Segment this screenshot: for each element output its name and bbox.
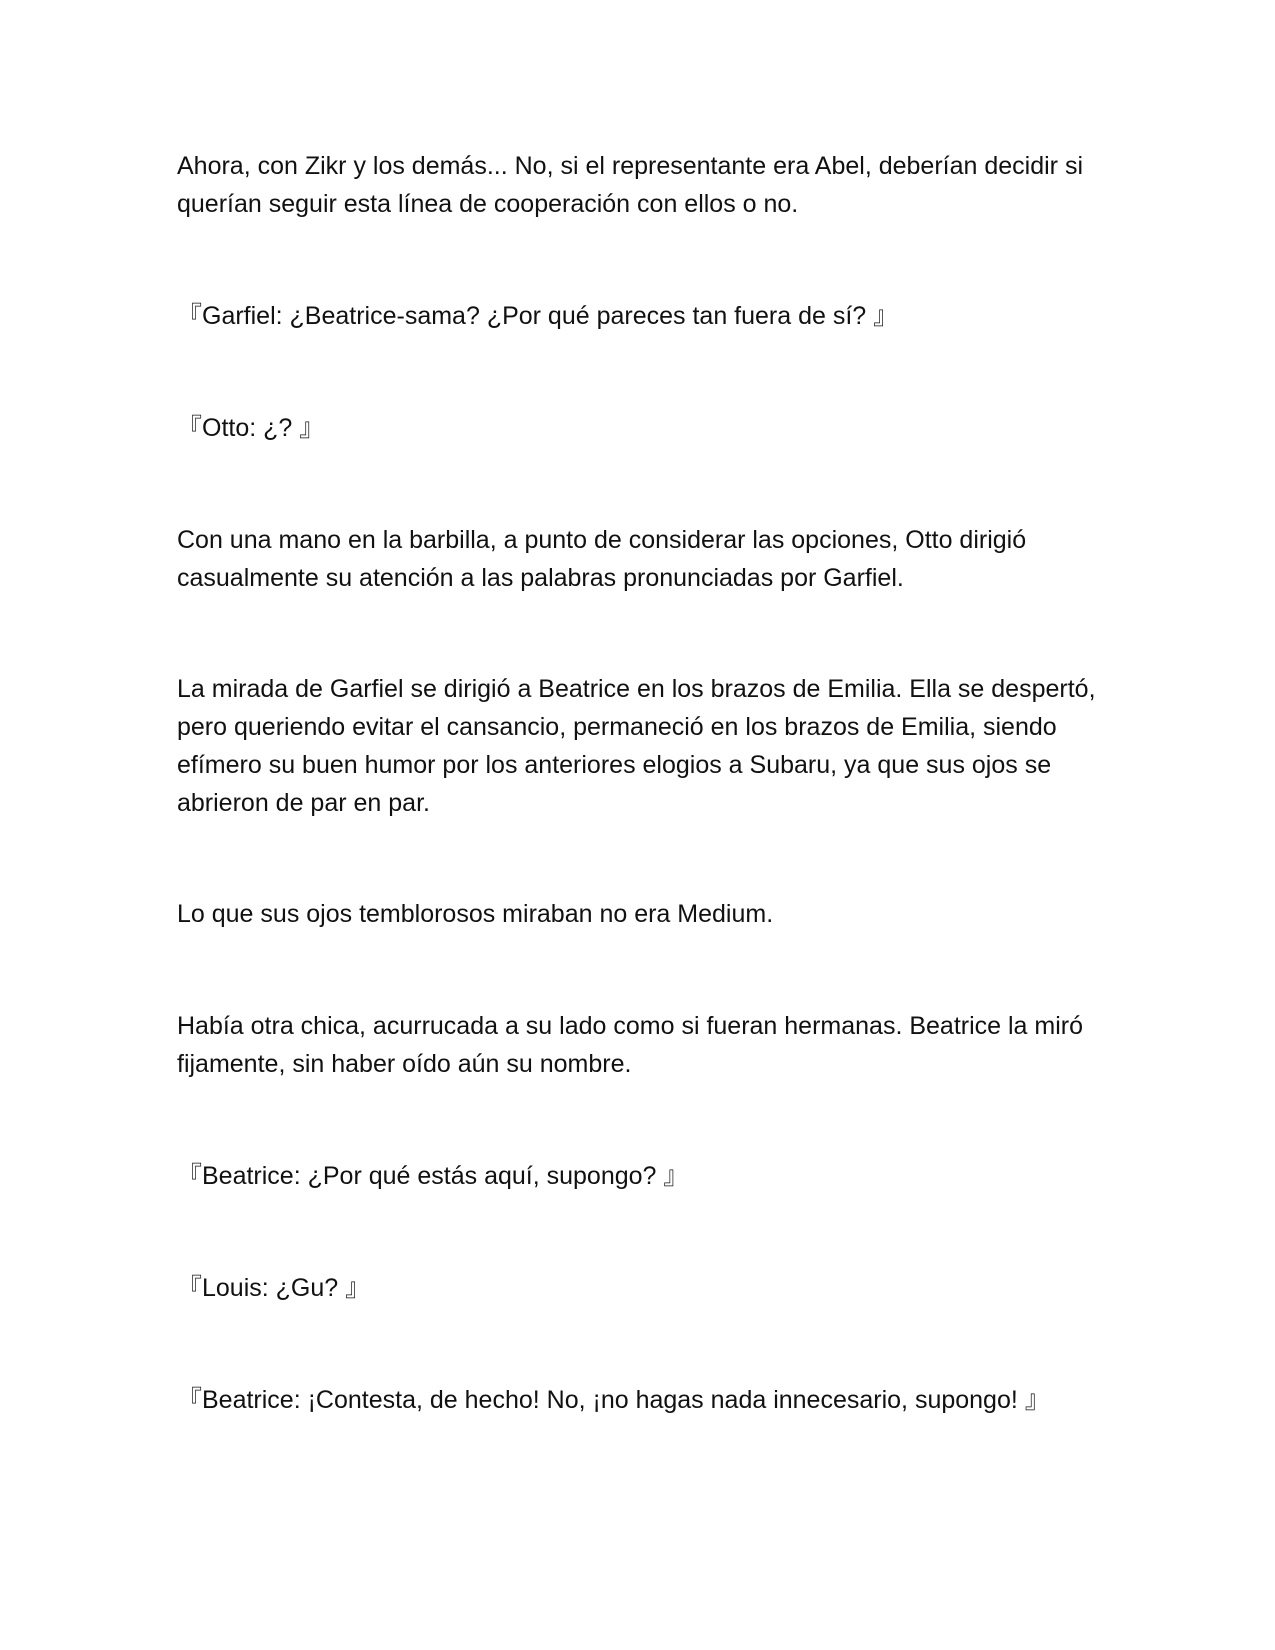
narration-paragraph: La mirada de Garfiel se dirigió a Beatrice en los brazos de Emilia. Ella se despertó, pero queriendo evitar el cansancio, permaneció en los brazos de Emilia, siendo efímero su buen humor por los anteriores elogios a Subaru, ya que sus ojos se abrieron de par en par.: [177, 675, 1096, 817]
narration-paragraph: Con una mano en la barbilla, a punto de considerar las opciones, Otto dirigió casualmente su atención a las palabras pronunciadas por Garfiel.: [177, 526, 1027, 592]
dialogue-line-garfiel: 『Garfiel: ¿Beatrice-sama? ¿Por qué pareces tan fuera de sí? 』: [177, 302, 899, 330]
narration-paragraph: Lo que sus ojos temblorosos miraban no era Medium.: [177, 900, 774, 928]
dialogue-line-otto: 『Otto: ¿? 』: [177, 414, 325, 442]
dialogue-line-beatrice: 『Beatrice: ¿Por qué estás aquí, supongo? 』: [177, 1162, 689, 1190]
narration-paragraph: Ahora, con Zikr y los demás... No, si el representante era Abel, deberían decidir si querían seguir esta línea de cooperación con ellos o no.: [177, 152, 1084, 218]
dialogue-line-louis: 『Louis: ¿Gu? 』: [177, 1274, 371, 1302]
narration-paragraph: Había otra chica, acurrucada a su lado como si fueran hermanas. Beatrice la miró fijamente, sin haber oído aún su nombre.: [177, 1012, 1084, 1078]
dialogue-line-beatrice: 『Beatrice: ¡Contesta, de hecho! No, ¡no hagas nada innecesario, supongo! 』: [177, 1386, 1050, 1414]
